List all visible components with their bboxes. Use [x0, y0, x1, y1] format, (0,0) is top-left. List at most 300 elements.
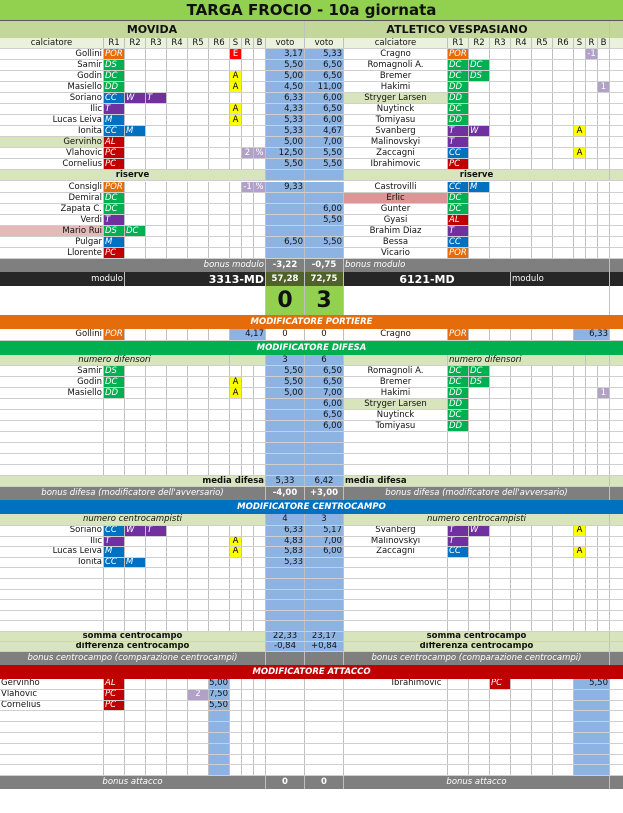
cell [586, 421, 598, 431]
cell [146, 104, 167, 114]
cell [254, 126, 266, 136]
cell [104, 432, 125, 442]
cell [574, 611, 586, 621]
cell [490, 600, 511, 610]
num-defenders-label-away: numero difensori [448, 355, 586, 365]
home-num-defenders: 3 [266, 355, 305, 365]
player-vote: 7,50 [209, 689, 228, 700]
cell [188, 329, 209, 340]
cell [574, 49, 586, 59]
cell [511, 226, 532, 236]
player-pair-row [0, 126, 623, 137]
cell [125, 579, 146, 589]
status-badge: A [574, 126, 586, 136]
cell [490, 399, 511, 409]
cell [586, 377, 598, 387]
cell [188, 579, 209, 589]
cell [167, 679, 188, 689]
cell [146, 722, 167, 732]
cell [448, 701, 469, 711]
cell [469, 537, 490, 547]
cell [469, 204, 490, 214]
cell [230, 248, 242, 258]
cell [209, 60, 230, 70]
cell [469, 388, 490, 398]
away-gk-bonus: 0 [305, 329, 344, 340]
status-badge: A [230, 537, 242, 547]
cell [490, 611, 511, 621]
cell [490, 410, 511, 420]
player-vote: 5,83 [266, 547, 305, 557]
cell [167, 410, 188, 420]
cell [344, 690, 448, 700]
player-vote: 4,33 [266, 104, 305, 114]
cell [490, 443, 511, 453]
cell [209, 722, 230, 732]
num-midfield-label: numero centrocampisti [0, 514, 266, 525]
cell [146, 215, 167, 225]
cell [209, 226, 230, 236]
cell [511, 454, 532, 464]
player-name: Ibrahimovic [344, 679, 490, 689]
cell [188, 611, 209, 621]
player-vote: 5,50 [266, 377, 305, 387]
cell [254, 366, 266, 376]
cell [490, 366, 511, 376]
bonus-difesa-label-away: bonus difesa (modificatore dell'avversario) [344, 487, 610, 500]
cell [553, 148, 574, 158]
home-bonus-difesa: -4,00 [266, 487, 305, 500]
cell [209, 600, 230, 610]
cell [574, 568, 586, 578]
cell [242, 60, 254, 70]
player-pair-row [0, 590, 623, 601]
cell [125, 465, 146, 475]
cell [209, 388, 230, 398]
cell [167, 82, 188, 92]
cell [254, 690, 266, 700]
role-badge: POR [104, 49, 125, 59]
cell [266, 733, 305, 743]
cell [0, 755, 104, 765]
num-midfield-label-away: numero centrocampisti [344, 514, 610, 525]
player-vote: 5,50 [305, 159, 344, 169]
cell [598, 237, 610, 247]
cell [167, 377, 188, 387]
cell [490, 215, 511, 225]
cell [344, 590, 448, 600]
cell [209, 621, 230, 631]
cell [511, 690, 532, 700]
cell [167, 711, 188, 721]
cell [574, 600, 586, 610]
column-label: R5 [188, 38, 209, 48]
cell [469, 711, 490, 721]
cell [146, 679, 167, 689]
role-badge: M [104, 237, 125, 247]
cell [125, 148, 146, 158]
column-label: S [230, 38, 242, 48]
cell [598, 579, 610, 589]
player-name: Soriano [0, 93, 104, 103]
cell [511, 399, 532, 409]
away-media: 6,42 [305, 476, 344, 486]
status-badge: A [230, 377, 242, 387]
cell [344, 558, 448, 568]
attacco-row [0, 733, 623, 744]
cell [230, 237, 242, 247]
player-vote: 5,00 [266, 388, 305, 398]
cell [586, 82, 598, 92]
player-name: Romagnoli A. [344, 366, 448, 376]
cell [167, 600, 188, 610]
cell [598, 115, 610, 125]
cell [167, 579, 188, 589]
media-label-away: media difesa [344, 476, 610, 486]
cell [598, 159, 610, 169]
cell [125, 454, 146, 464]
away-score: 3 [305, 286, 344, 315]
cell [305, 170, 344, 180]
cell [230, 465, 242, 475]
cell [125, 590, 146, 600]
cell [586, 248, 598, 258]
cell [0, 579, 104, 589]
cell [469, 193, 490, 203]
cell [146, 60, 167, 70]
cell [242, 755, 254, 765]
cell [344, 744, 448, 754]
player-name: Hakimi [344, 82, 448, 92]
cell [209, 126, 230, 136]
cell [230, 60, 242, 70]
bonus-modulo-label: bonus modulo [0, 259, 266, 272]
cell [532, 126, 553, 136]
attacco-row [0, 765, 623, 776]
cell [574, 465, 586, 475]
cell [532, 148, 553, 158]
cell [598, 537, 610, 547]
role-badge: M [469, 182, 490, 192]
cell [254, 454, 266, 464]
cell [230, 182, 242, 192]
cell [242, 711, 254, 721]
cell [125, 547, 146, 557]
cell [254, 621, 266, 631]
cell [598, 377, 610, 387]
cell [146, 226, 167, 236]
cell [209, 537, 230, 547]
home-media: 5,33 [266, 476, 305, 486]
cell [230, 421, 242, 431]
cell [230, 690, 242, 700]
cell [146, 454, 167, 464]
cell [254, 82, 266, 92]
cell [598, 60, 610, 70]
cell [188, 182, 209, 192]
cell [230, 568, 242, 578]
role-badge: CC [448, 237, 469, 247]
cell [188, 722, 209, 732]
cell [574, 744, 610, 754]
cell [574, 711, 610, 721]
cell [448, 432, 469, 442]
cell [448, 558, 469, 568]
cell [146, 248, 167, 258]
cell [511, 410, 532, 420]
player-pair-row [0, 579, 623, 590]
cell [553, 579, 574, 589]
vote-cell [305, 600, 344, 610]
bonus-modulo-row [0, 259, 623, 272]
cell [574, 237, 586, 247]
cell [553, 49, 574, 59]
cell [490, 248, 511, 258]
cell [125, 399, 146, 409]
cell [167, 547, 188, 557]
player-name: Lucas Leiva [0, 547, 104, 557]
vote-cell [305, 568, 344, 578]
team-header [0, 21, 623, 38]
player-name: Zaccagni [344, 547, 448, 557]
player-pair-row [0, 60, 623, 71]
cell [167, 226, 188, 236]
cell [598, 568, 610, 578]
cell [490, 115, 511, 125]
cell [511, 568, 532, 578]
role-badge: W [125, 93, 146, 103]
home-bonus-atk: 0 [266, 776, 305, 789]
cell [586, 182, 598, 192]
player-name: Godin [0, 71, 104, 81]
player-pair-row [0, 226, 623, 237]
cell [209, 421, 230, 431]
player-pair-row [0, 526, 623, 537]
role-badge: T [448, 526, 469, 536]
cell [586, 537, 598, 547]
cell [448, 733, 469, 743]
player-name: Samir [0, 60, 104, 70]
vote-cell [266, 611, 305, 621]
cell [598, 137, 610, 147]
column-label: R3 [146, 38, 167, 48]
cell [146, 329, 167, 340]
cell [532, 579, 553, 589]
player-name: Demiral [0, 193, 104, 203]
cell [242, 443, 254, 453]
cell [146, 399, 167, 409]
cell [448, 443, 469, 453]
cell [598, 399, 610, 409]
cell [125, 388, 146, 398]
column-label: R2 [469, 38, 490, 48]
cell [0, 465, 104, 475]
away-num-defenders: 6 [305, 355, 344, 365]
cell [125, 621, 146, 631]
cell [230, 204, 242, 214]
cell [305, 765, 344, 775]
cell [490, 126, 511, 136]
cell [254, 193, 266, 203]
cell [146, 115, 167, 125]
player-vote: 6,50 [305, 366, 344, 376]
cell [167, 526, 188, 536]
cell [469, 611, 490, 621]
cell [125, 215, 146, 225]
role-badge: DC [104, 204, 125, 214]
player-name: Masiello [0, 388, 104, 398]
page-title: TARGA FROCIO - 10a giornata [186, 1, 437, 19]
media-label: media difesa [0, 476, 266, 486]
cell [242, 579, 254, 589]
cell [448, 611, 469, 621]
column-label: voto [266, 38, 305, 48]
cell [230, 621, 242, 631]
cell [104, 600, 125, 610]
vote-cell [305, 182, 344, 192]
vote-cell [266, 204, 305, 214]
cell [242, 558, 254, 568]
cell [598, 226, 610, 236]
cell [230, 454, 242, 464]
cell [266, 170, 305, 180]
cell [209, 733, 230, 743]
cell [469, 722, 490, 732]
player-pair-row [0, 568, 623, 579]
cell [146, 579, 167, 589]
attacco-row [0, 679, 623, 690]
cell [146, 600, 167, 610]
cell [305, 755, 344, 765]
player-pair-row [0, 600, 623, 611]
cell [598, 126, 610, 136]
cell [598, 454, 610, 464]
cell [532, 765, 553, 775]
role-badge: DC [448, 377, 469, 387]
cell [553, 465, 574, 475]
cell [188, 377, 209, 387]
cell [511, 126, 532, 136]
cell [167, 621, 188, 631]
cell [448, 755, 469, 765]
cell [511, 443, 532, 453]
home-bonus-modulo: -3,22 [266, 259, 305, 272]
cell [469, 115, 490, 125]
cell [0, 568, 104, 578]
cell [448, 722, 469, 732]
cell [598, 71, 610, 81]
cell [188, 49, 209, 59]
cell [469, 215, 490, 225]
cell [254, 558, 266, 568]
cell [254, 733, 266, 743]
cell [574, 104, 586, 114]
cell [188, 215, 209, 225]
column-header [0, 38, 623, 49]
player-name: Tomiyasu [344, 421, 448, 431]
cell [511, 215, 532, 225]
cell [490, 690, 511, 700]
player-name: Samir [0, 366, 104, 376]
cell [242, 71, 254, 81]
cell [511, 137, 532, 147]
cell [104, 711, 125, 721]
cell [167, 148, 188, 158]
cell [490, 765, 511, 775]
cell [553, 590, 574, 600]
cell [469, 226, 490, 236]
cell [490, 537, 511, 547]
cell [167, 215, 188, 225]
rigore-badge: -1 [586, 49, 598, 59]
cell [574, 71, 586, 81]
cell [511, 49, 532, 59]
cell [146, 82, 167, 92]
cell [254, 579, 266, 589]
cell [209, 71, 230, 81]
cell [344, 755, 448, 765]
cell [230, 148, 242, 158]
cell [125, 159, 146, 169]
bench-header [0, 170, 623, 181]
cell [230, 215, 242, 225]
cell [511, 366, 532, 376]
cell [511, 159, 532, 169]
bonus-mid-label: bonus centrocampo (comparazione centrocampi) [0, 652, 266, 665]
cell [553, 366, 574, 376]
cell [586, 148, 598, 158]
cell [532, 182, 553, 192]
cell [469, 465, 490, 475]
cell [167, 126, 188, 136]
cell [553, 679, 574, 689]
cell [553, 421, 574, 431]
status-badge: A [574, 148, 586, 158]
cell [230, 526, 242, 536]
cell [125, 432, 146, 442]
bench-label-away: riserve [344, 170, 610, 180]
cell [469, 765, 490, 775]
centrocampo-count-row [0, 514, 623, 526]
cell [490, 49, 511, 59]
cell [532, 366, 553, 376]
player-vote: 6,33 [266, 526, 305, 536]
player-vote: 5,50 [266, 60, 305, 70]
role-badge: W [125, 526, 146, 536]
player-name: Stryger Larsen [344, 399, 448, 409]
cell [532, 590, 553, 600]
cell [574, 159, 586, 169]
cell [230, 722, 242, 732]
portiere-header [0, 315, 623, 329]
cell [553, 526, 574, 536]
role-badge: M [125, 126, 146, 136]
column-label: calciatore [344, 38, 448, 48]
player-name: Bremer [344, 377, 448, 387]
player-vote: 6,00 [305, 204, 344, 214]
role-badge: DS [104, 226, 125, 236]
cell [188, 115, 209, 125]
player-vote: 5,17 [305, 526, 344, 536]
cell [188, 600, 209, 610]
cell [125, 711, 146, 721]
role-badge: DC [448, 71, 469, 81]
cell [344, 611, 448, 621]
cell [242, 388, 254, 398]
cell [230, 600, 242, 610]
cell [146, 421, 167, 431]
cell [511, 432, 532, 442]
